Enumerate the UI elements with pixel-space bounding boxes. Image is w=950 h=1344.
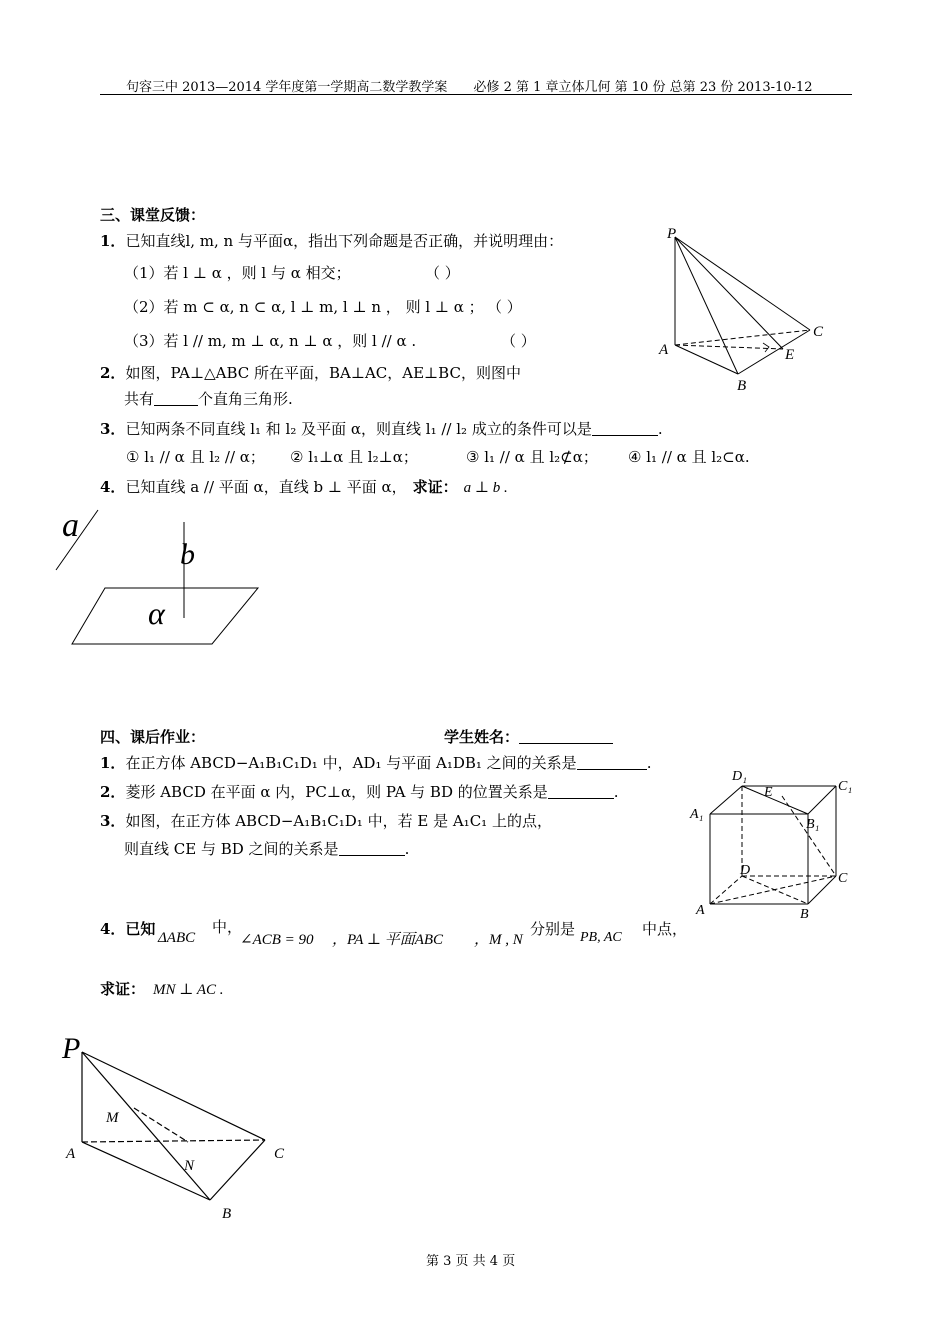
fig3-label-A: A (696, 903, 705, 918)
s4-q3-num: 3． (100, 812, 126, 830)
s3-q3-num: 3． (100, 420, 126, 438)
s3-q3-line (100, 418, 663, 439)
s3-q2-line1 (100, 362, 521, 383)
s4-q2-num: 2． (100, 783, 126, 801)
s4-q1-text: 在正方体 ABCD−A₁B₁C₁D₁ 中，AD₁ 与平面 A₁DB₁ 之间的关系是 (125, 754, 577, 772)
s4-q4-angle: ∠ACB = 90 (240, 932, 314, 948)
s3-q1-text: 已知直线l, m, n 与平面α，指出下列命题是否正确，并说明理由： (125, 232, 564, 250)
s3-q1-item-2-paren: （ ） (487, 298, 522, 316)
header-rule (100, 94, 852, 95)
s4-q4-triangle: ΔABC (158, 930, 196, 946)
s3-q3-option-4: ④ l₁ // α 且 l₂⊂α. (628, 448, 750, 466)
figure-cube (688, 764, 858, 924)
s3-q3-option-2: ② l₁⊥α 且 l₂⊥α； (290, 448, 418, 466)
figure-pyramid (655, 222, 840, 397)
s4-q3-line2 (124, 838, 409, 859)
s3-q3-end: . (657, 420, 663, 438)
s3-q3-option-3: ③ l₁ // α 且 l₂⊄α； (466, 448, 598, 466)
s3-q1-item-3-paren: （ ） (501, 332, 536, 350)
fig3-label-A1: A₁ (690, 807, 704, 822)
page-footer: 第 3 页 共 4 页 (426, 1254, 516, 1269)
s3-q1-line (100, 230, 563, 251)
fig3-label-C: C (838, 871, 848, 886)
s4-q4-prove-line (100, 978, 224, 999)
answer-blank[interactable] (577, 755, 647, 770)
s4-q4-perp: ，PA ⊥ 平面ABC (332, 932, 444, 948)
fig3-label-B1: B₁ (806, 817, 820, 832)
fig4-label-A: A (66, 1146, 76, 1162)
s3-q1-item-1: （1）若 l ⊥ α ，则 l 与 α 相交； (124, 264, 351, 282)
s3-q3-text: 已知两条不同直线 l₁ 和 l₂ 及平面 α，则直线 l₁ // l₂ 成立的条件可以是 (125, 420, 592, 438)
fig4-label-C: C (274, 1146, 285, 1162)
fig2-label-a: a (62, 507, 79, 544)
s3-q4-line (100, 476, 508, 497)
fig2-label-b: b (180, 538, 195, 571)
s4-q4-mn: ，M , N (474, 932, 523, 948)
s3-q4-num: 4． (100, 478, 126, 496)
fig1-label-C: C (813, 324, 824, 340)
section3-title: 三、课堂反馈： (100, 206, 206, 224)
section4-title: 四、课后作业： (100, 728, 206, 746)
fig3-label-D1: D₁ (732, 769, 747, 784)
fig4-label-N: N (184, 1158, 195, 1174)
s3-q4-prove: 求证： (412, 478, 458, 496)
s4-q4-prove: 求证： (100, 980, 146, 998)
fig1-label-B: B (737, 378, 747, 394)
s4-q4-num: 4．已知 (100, 920, 156, 938)
answer-blank[interactable] (592, 421, 658, 436)
student-name-field[interactable] (519, 729, 613, 744)
page-header: 句容三中 2013—2014 学年度第一学期高二数学教学案 必修 2 第 1 章立体几何 第 10 份 总第 23 份 2013-10-12 (126, 80, 813, 95)
s4-q4-zhong: 中， (212, 918, 243, 936)
fig1-label-A: A (659, 342, 669, 358)
s4-q2-end: . (613, 783, 619, 801)
answer-blank[interactable] (548, 784, 614, 799)
s3-q4-text: 已知直线 a // 平面 α，直线 b ⊥ 平面 α， (125, 478, 407, 496)
fig2-label-alpha: α (148, 595, 165, 631)
s3-q2-text: 如图，PA⊥△ABC 所在平面，BA⊥AC，AE⊥BC，则图中 (125, 364, 521, 382)
s4-q2-line (100, 781, 619, 802)
s3-q2-line2b: 个直角三角形. (198, 390, 293, 408)
s3-q2-num: 2． (100, 364, 126, 382)
s4-q4-fenbie: 分别是 (530, 920, 576, 938)
answer-blank[interactable] (339, 841, 405, 856)
s4-q3-end: . (404, 840, 410, 858)
fig3-label-B: B (800, 907, 809, 922)
s4-q1-line (100, 752, 651, 773)
s3-q1-num: 1． (100, 232, 126, 250)
fig1-label-E: E (785, 347, 795, 363)
fig4-label-B: B (222, 1206, 232, 1222)
answer-blank[interactable] (154, 391, 198, 406)
s4-q2-text: 菱形 ABCD 在平面 α 内，PC⊥α，则 PA 与 BD 的位置关系是 (125, 783, 548, 801)
s3-q1-item-2: （2）若 m ⊂ α, n ⊂ α, l ⊥ m, l ⊥ n ， 则 l ⊥ α ； (124, 298, 484, 316)
student-name-label: 学生姓名： (444, 728, 520, 746)
s3-q1-item-3: （3）若 l // m, m ⊥ α, n ⊥ α ，则 l // α . (124, 332, 417, 350)
s3-q2-line2a: 共有 (124, 390, 155, 408)
s4-q3-text2: 则直线 CE 与 BD 之间的关系是 (124, 840, 339, 858)
fig1-label-P: P (667, 226, 677, 242)
s4-q3-text: 如图，在正方体 ABCD−A₁B₁C₁D₁ 中，若 E 是 A₁C₁ 上的点， (125, 812, 552, 830)
fig3-label-E: E (764, 785, 773, 800)
s4-q3-line1 (100, 810, 552, 831)
s4-q1-num: 1． (100, 754, 126, 772)
s4-q1-end: . (646, 754, 652, 772)
s3-q1-item-1-paren: （ ） (425, 264, 460, 282)
s4-q4-pbac: PB, AC (580, 930, 622, 945)
s3-q2-line2 (124, 388, 293, 409)
s3-q4-claim: a ⊥ b . (463, 480, 508, 496)
fig3-label-D: D (740, 863, 751, 878)
fig3-label-C1: C₁ (838, 779, 853, 794)
s3-q3-option-1: ① l₁ // α 且 l₂ // α； (126, 448, 265, 466)
student-name-line (444, 726, 613, 747)
fig4-label-P: P (62, 1032, 81, 1065)
fig4-label-M: M (106, 1110, 119, 1126)
figure-tetrahedron (60, 1030, 300, 1230)
figure-plane-lines (50, 500, 270, 655)
s4-q4-midpoints: 中点， (642, 920, 688, 938)
s4-q4-claim: MN ⊥ AC . (153, 982, 224, 998)
